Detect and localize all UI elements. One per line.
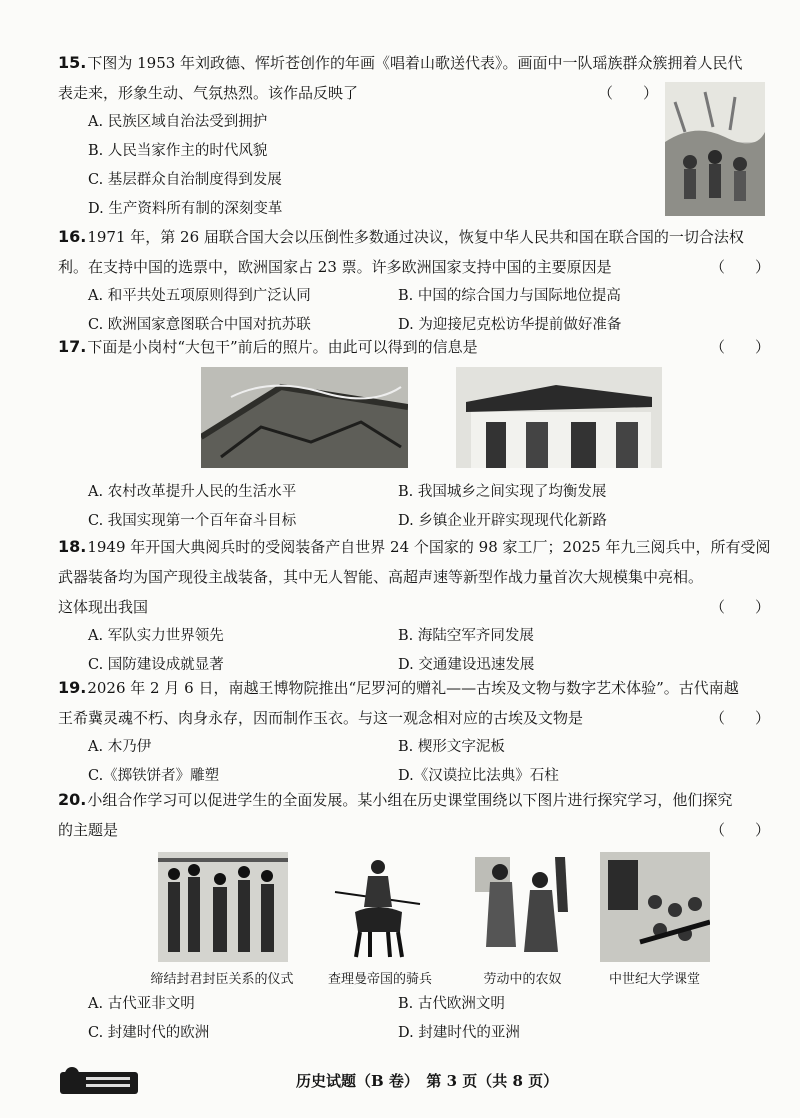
q19-stem-2: 王希冀灵魂不朽、肉身永存，因而制作玉衣。与这一观念相对应的古埃及文物是 xyxy=(58,709,584,727)
q18-stem-3: 这体现出我国 xyxy=(58,598,149,616)
q15-options xyxy=(58,108,770,224)
q20-options xyxy=(58,990,770,1048)
q17-options xyxy=(58,478,770,536)
serfs-illustration xyxy=(470,852,575,962)
q15-option-b[interactable]: B. 人民当家作主的时代风貌 xyxy=(88,143,268,159)
logo-mark-icon xyxy=(60,1066,138,1096)
page-footer xyxy=(0,1066,800,1096)
page-number: 历史试题（B 卷） 第 3 页（共 8 页） xyxy=(296,1072,559,1090)
q16-option-c[interactable]: C. 欧洲国家意图联合中国对抗苏联 xyxy=(88,317,311,333)
q17-option-d[interactable]: D. 乡镇企业开辟实现现代化新路 xyxy=(398,513,607,529)
q15-answer-paren: （ ） xyxy=(597,84,658,102)
q15-stem-2: 表走来，形象生动、气氛热烈。该作品反映了 xyxy=(58,84,359,102)
q20-caption-2: 查理曼帝国的骑兵 xyxy=(327,972,432,987)
q17-option-b[interactable]: B. 我国城乡之间实现了均衡发展 xyxy=(398,484,607,500)
q18-stem-1: 1949 年开国大典阅兵时的受阅装备产自世界 24 个国家的 98 家工厂；2025 年九三阅兵中，所有受阅 xyxy=(87,538,771,556)
q20-option-b[interactable]: B. 古代欧洲文明 xyxy=(398,996,505,1012)
q20-line1 xyxy=(58,785,770,815)
q17-option-a[interactable]: A. 农村改革提升人民的生活水平 xyxy=(88,484,297,500)
q18-line2 xyxy=(58,562,770,592)
q19-stem-1: 2026 年 2 月 6 日，南越王博物院推出“尼罗河的赠礼——古埃及文物与数字艺术体验”。古代南越 xyxy=(87,679,739,697)
question-15 xyxy=(58,48,770,224)
painting-illustration xyxy=(665,82,765,216)
q20-option-c[interactable]: C. 封建时代的欧洲 xyxy=(88,1025,210,1041)
q16-option-d[interactable]: D. 为迎接尼克松访华提前做好准备 xyxy=(398,317,622,333)
q20-picture-serfs xyxy=(470,852,575,962)
medieval-classroom-illustration xyxy=(600,852,710,962)
q20-answer-paren: （ ） xyxy=(709,821,770,839)
question-16 xyxy=(58,222,770,340)
q17-options-wrap xyxy=(58,478,770,536)
q20-line2 xyxy=(58,815,770,845)
q19-line1 xyxy=(58,673,770,703)
q15-stem-1: 下图为 1953 年刘政德、恽圻苍创作的年画《唱着山歌送代表》。画面中一队瑶族群众簇拥着人民代 xyxy=(87,54,743,72)
q20-caption-4: 中世纪大学课堂 xyxy=(608,972,700,987)
q17-photo-before xyxy=(201,367,408,468)
q15-line1 xyxy=(58,48,770,78)
q15-line2 xyxy=(58,78,658,108)
q17-photo-after xyxy=(456,367,662,468)
q17-option-c[interactable]: C. 我国实现第一个百年奋斗目标 xyxy=(88,513,297,529)
q18-line3 xyxy=(58,592,770,622)
q19-line2 xyxy=(58,703,770,733)
q20-stem-2: 的主题是 xyxy=(58,821,119,839)
q17-answer-paren: （ ） xyxy=(709,338,770,356)
q16-stem-2: 利。在支持中国的选票中，欧洲国家占 23 票。许多欧洲国家支持中国的主要原因是 xyxy=(58,258,612,276)
q20-picture-ceremony xyxy=(158,852,288,962)
q19-answer-paren: （ ） xyxy=(709,709,770,727)
q18-answer-paren: （ ） xyxy=(709,598,770,616)
q17-line1 xyxy=(58,332,770,362)
q16-option-a[interactable]: A. 和平共处五项原则得到广泛认同 xyxy=(88,288,311,304)
q20-stem-1: 小组合作学习可以促进学生的全面发展。某小组在历史课堂围绕以下图片进行探究学习，他们探究 xyxy=(87,791,733,809)
q19-option-c[interactable]: C.《掷铁饼者》雕塑 xyxy=(88,768,220,784)
q19-number: 19. xyxy=(58,678,87,697)
q18-option-d[interactable]: D. 交通建设迅速发展 xyxy=(398,657,535,673)
q16-line2 xyxy=(58,252,770,282)
q20-caption-3: 劳动中的农奴 xyxy=(483,972,562,987)
vassal-ceremony-illustration xyxy=(158,852,288,962)
q19-option-b[interactable]: B. 楔形文字泥板 xyxy=(398,739,505,755)
q20-number: 20. xyxy=(58,790,87,809)
q16-answer-paren: （ ） xyxy=(709,258,770,276)
q20-caption-1: 缔结封君封臣关系的仪式 xyxy=(150,972,294,987)
q15-option-a[interactable]: A. 民族区域自治法受到拥护 xyxy=(88,114,268,130)
q20-options-wrap xyxy=(58,990,770,1048)
q15-new-year-painting xyxy=(665,82,765,216)
q20-picture-university xyxy=(600,852,710,962)
q18-stem-2: 武器装备均为国产现役主战装备，其中无人智能、高超声速等新型作战力量首次大规模集中亮相。 xyxy=(58,568,704,586)
q15-option-c[interactable]: C. 基层群众自治制度得到发展 xyxy=(88,172,282,188)
q19-option-a[interactable]: A. 木乃伊 xyxy=(88,739,152,755)
question-18 xyxy=(58,532,770,680)
q20-option-a[interactable]: A. 古代亚非文明 xyxy=(88,996,195,1012)
q16-stem-1: 1971 年，第 26 届联合国大会以压倒性多数通过决议，恢复中华人民共和国在联合国的一切合法权 xyxy=(87,228,744,246)
q19-options xyxy=(58,733,770,791)
q18-line1 xyxy=(58,532,770,562)
question-17 xyxy=(58,332,770,362)
question-19 xyxy=(58,673,770,791)
q20-option-d[interactable]: D. 封建时代的亚洲 xyxy=(398,1025,520,1041)
cavalry-illustration xyxy=(330,852,425,962)
thatched-hut-photo xyxy=(201,367,408,468)
q20-picture-cavalry xyxy=(330,852,425,962)
q18-option-c[interactable]: C. 国防建设成就显著 xyxy=(88,657,224,673)
modern-building-photo xyxy=(456,367,662,468)
q18-option-b[interactable]: B. 海陆空军齐同发展 xyxy=(398,628,534,644)
q18-options xyxy=(58,622,770,680)
q16-number: 16. xyxy=(58,227,87,246)
q15-option-d[interactable]: D. 生产资料所有制的深刻变革 xyxy=(88,201,283,217)
q17-stem-1: 下面是小岗村“大包干”前后的照片。由此可以得到的信息是 xyxy=(87,338,478,356)
q17-number: 17. xyxy=(58,337,87,356)
q15-number: 15. xyxy=(58,53,87,72)
q16-option-b[interactable]: B. 中国的综合国力与国际地位提高 xyxy=(398,288,621,304)
q19-option-d[interactable]: D.《汉谟拉比法典》石柱 xyxy=(398,768,559,784)
q16-line1 xyxy=(58,222,770,252)
q18-option-a[interactable]: A. 军队实力世界领先 xyxy=(88,628,224,644)
q18-number: 18. xyxy=(58,537,87,556)
publisher-logo xyxy=(60,1066,138,1096)
question-20 xyxy=(58,785,770,845)
